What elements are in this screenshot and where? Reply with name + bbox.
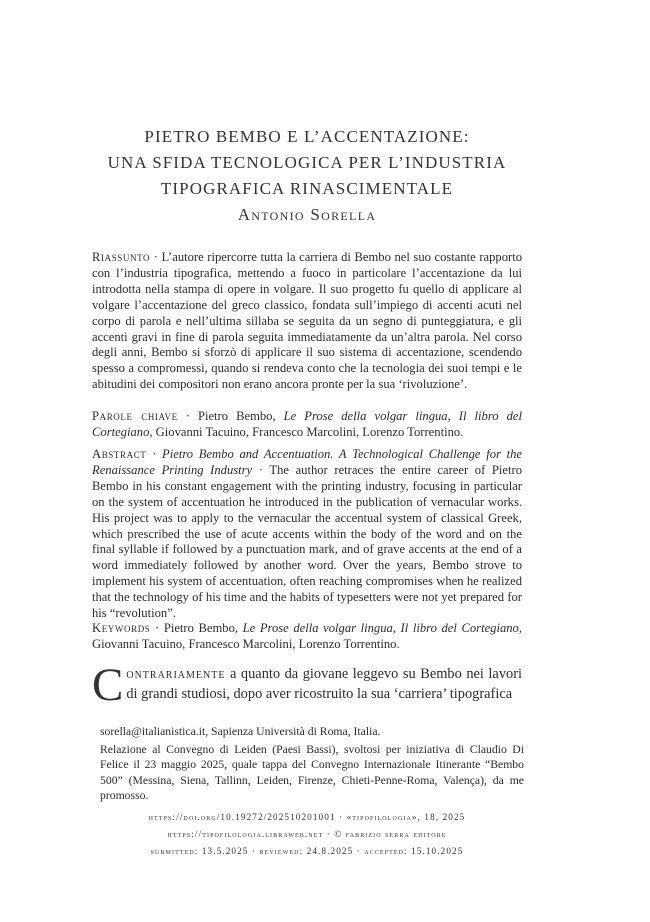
footer-dates: submitted: 13.5.2025 · reviewed: 24.8.2025 · accepted: 15.10.2025 — [150, 846, 464, 856]
keywords-separator: · — [150, 621, 164, 635]
abstract-label: Abstract — [92, 447, 147, 461]
footer-site: https://tipofilologia.libraweb.net · © fabrizio serra editore — [167, 829, 447, 839]
riassunto-paragraph — [92, 250, 522, 393]
abstract-text: The author retraces the entire career of Pietro Bembo in his constant engagement with the printing industry, focusing in particular on the system of accentuation he introduced in the publication of vernacular works. His project was to apply to the vernacular the accentual system of classical Greek, which prescribed the use of acute accents within the body of the word and on the final syllable if followed by a punctuation mark, and of grave accents at the end of a word immediately followed by another word. Over the years, Bembo strove to implement his system of accentuation, often reaching compromises when he realized that the technology of his time and the habits of typesetters were not yet prepared for his “revolution”. — [92, 462, 522, 621]
keywords-label: Keywords — [92, 621, 151, 635]
riassunto-label: Riassunto — [92, 250, 151, 264]
keywords-lead: Pietro Bembo, — [163, 621, 243, 635]
footnotes — [100, 724, 524, 806]
title-line-2: UNA SFIDA TECNOLOGICA PER L’INDUSTRIA — [107, 153, 507, 172]
parole-chiave-lead: Pietro Bembo, — [197, 409, 284, 423]
footer-doi: https://doi.org/10.19272/202510201001 · «tipofilologia», 18, 2025 — [148, 812, 466, 822]
parole-chiave-rest: Giovanni Tacuino, Francesco Marcolini, Lorenzo Torrentino. — [152, 424, 464, 439]
keywords-rest: Giovanni Tacuino, Francesco Marcolini, Lorenzo Torrentino. — [92, 636, 400, 651]
abstract-separator: · — [146, 447, 163, 461]
footnote-affiliation: sorella@italianistica.it, Sapienza Università di Roma, Italia. — [100, 725, 381, 738]
title-line-3: TIPOGRAFICA RINASCIMENTALE — [160, 179, 454, 198]
riassunto-text: L’autore ripercorre tutta la carriera di Bembo nel suo costante rapporto con l’industria tipografica, mettendo a fuoco in particolare l’accentazione da lui introdotta nella stampa di opere in volgare. Il suo progetto fu quello di applicare al volgare l’accentazione del greco classico, fondata sull’impiego di accenti acuti nel corpo di parola e nell’ultima sillaba se seguita da un segno di punteggiatura, e gli accenti gravi in fine di parola seguita immediatamente da un’altra parola. Nel corso degli anni, Bembo si sforzò di applicare il suo sistema di accentazione, scendendo spesso a compromessi, quando si rendeva conto che la tecnologia dei suoi tempi e le abitudini dei compositori non erano ancora pronte per la sua ‘rivoluzione’. — [92, 250, 522, 392]
parole-chiave-paragraph — [92, 409, 522, 441]
abstract-title: Pietro Bembo and Accentuation. A Technological Challenge for the Renaissance Printing Industry — [92, 447, 522, 477]
main-text-content: a quanto da giovane leggevo su Bembo nei lavori di grandi studiosi, dopo aver ricostruito la sua ‘carriera’ tipografica — [126, 666, 522, 702]
article-title — [92, 124, 522, 202]
parole-chiave-label: Parole chiave — [92, 409, 178, 423]
keywords-paragraph — [92, 621, 522, 653]
title-line-1: PIETRO BEMBO E L’ACCENTAZIONE: — [144, 127, 470, 146]
keywords-italic: Le Prose della volgar lingua, Il libro del Cortegiano, — [242, 621, 522, 635]
abstract-paragraph — [92, 447, 522, 622]
drop-cap: C — [92, 659, 124, 711]
main-body-text — [92, 659, 522, 711]
main-lead-word: ontrariamente — [126, 666, 226, 682]
riassunto-separator: · — [150, 250, 162, 264]
abstract-separator-2: · — [252, 462, 270, 477]
parole-chiave-italic: Le Prose della volgar lingua, Il libro del Cortegiano, — [92, 409, 522, 439]
author-name: Antonio Sorella — [237, 205, 377, 224]
footnote-conference: Relazione al Convegno di Leiden (Paesi Bassi), svoltosi per iniziativa di Claudio Di Felice il 23 maggio 2025, quale tappa del Convegno Internazionale Itinerante “Bembo 500” (Messina, Siena, Tallinn, Leiden, Firenze, Chieti-Penne-Roma, Valença), da me promosso. — [100, 743, 524, 802]
parole-chiave-separator: · — [177, 409, 198, 423]
